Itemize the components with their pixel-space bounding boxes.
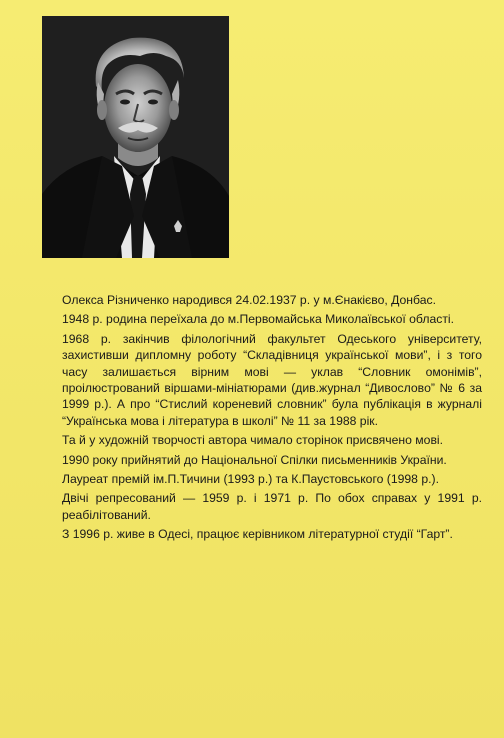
bio-paragraph-union: 1990 року прийнятий до Національної Спілки письменників України. [62,452,447,467]
bio-paragraph-family-move: 1948 р. родина переїхала до м.Первомайська Миколаївської області. [62,312,455,327]
bio-paragraph-birth: Олекса Різниченко народився 24.02.1937 р. у м.Єнакієво, Донбас. [62,293,436,307]
bio-paragraph-odesa: З 1996 р. живе в Одесі, працює керівником літературної студії “Гарт”. [62,527,453,542]
portrait-image [42,16,229,258]
bio-paragraph-repression: Двічі репресований — 1959 р. і 1971 р. По обох справах у 1991 р. реабілітований. [62,491,482,522]
bio-paragraph-creative-work: Та й у художній творчості автора чимало сторінок присвячено мові. [62,433,444,448]
bio-paragraph-awards: Лауреат премій ім.П.Тичини (1993 р.) та К.Паустовського (1998 р.). [62,472,439,487]
portrait-photo [42,16,229,258]
biography-text [62,292,482,543]
bio-paragraph-education: 1968 р. закінчив філологічний факультет Одеського університету, захистивши дипломну роботу “Складівниця української мови”, і з того часу залишається вірним мові — уклав “Словник омонімів”, проілюстрований віршами-мініатюрами (див.журнал “Дивословo” № 6 за 1999 р.). А про “Стислий кореневий словник” була публікація в журналі “Українська мова і література в школі” № 11 за 1988 рік. [62,331,482,428]
